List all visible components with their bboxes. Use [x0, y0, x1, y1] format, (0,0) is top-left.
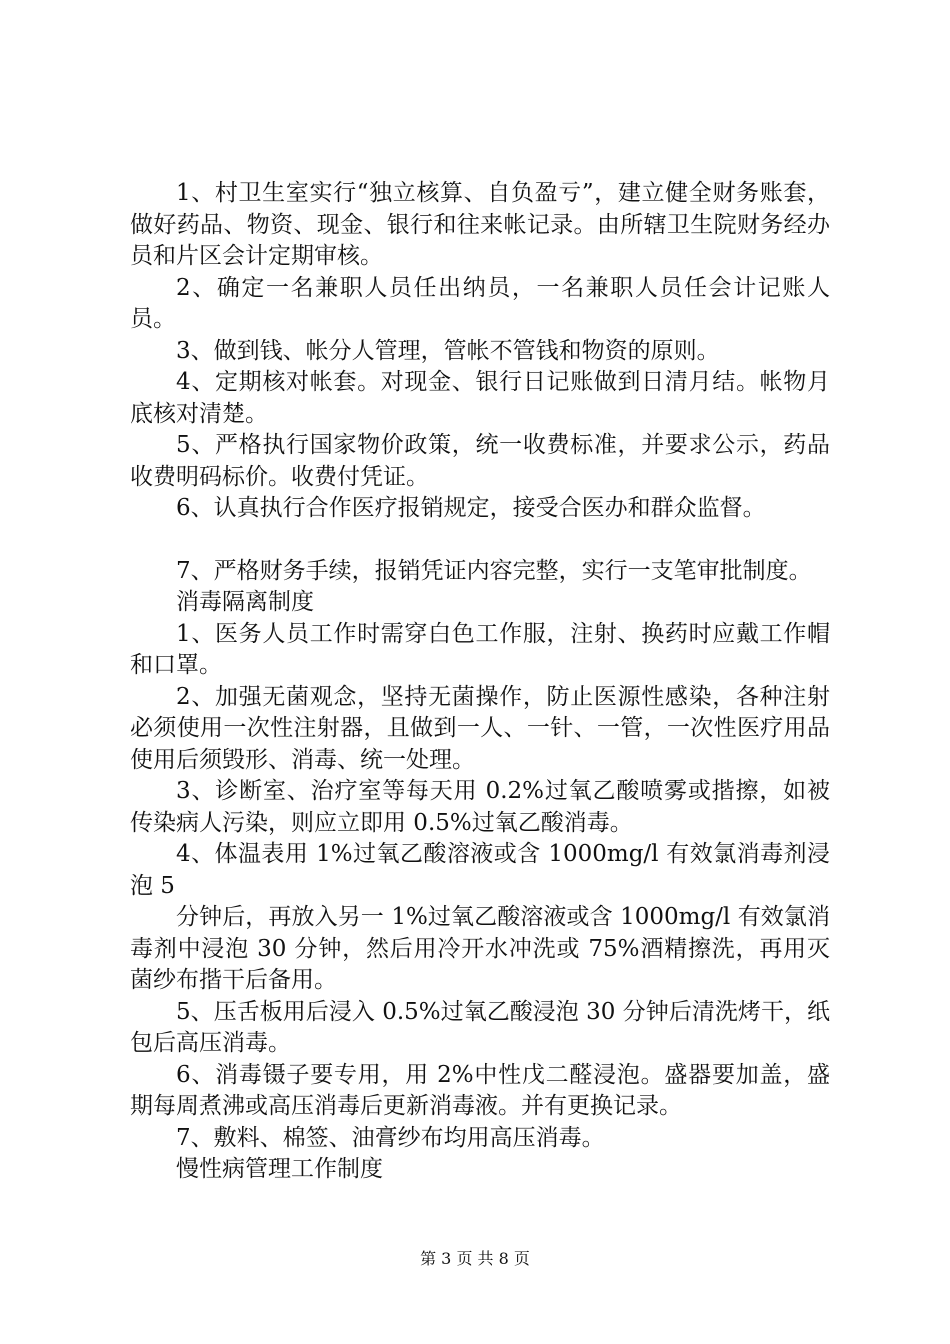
paragraph-finance-5: 5、严格执行国家物价政策，统一收费标准，并要求公示，药品收费明码标价。收费付凭证。	[130, 432, 830, 490]
paragraph-disinfection-4: 4、体温表用 1%过氧乙酸溶液或含 1000mg/l 有效氯消毒剂浸泡 5	[130, 841, 830, 899]
paragraph-disinfection-5: 5、压舌板用后浸入 0.5%过氧乙酸浸泡 30 分钟后清洗烤干，纸包后高压消毒。	[130, 998, 830, 1056]
section-heading-disinfection: 消毒隔离制度	[176, 589, 314, 615]
paragraph-finance-7: 7、严格财务手续，报销凭证内容完整，实行一支笔审批制度。	[176, 557, 812, 584]
paragraph-finance-6: 6、认真执行合作医疗报销规定，接受合医办和群众监督。	[176, 495, 766, 521]
paragraph-finance-2: 2、确定一名兼职人员任出纳员，一名兼职人员任会计记账人员。	[130, 274, 830, 332]
paragraph-finance-3: 3、做到钱、帐分人管理，管帐不管钱和物资的原则。	[176, 337, 720, 364]
paragraph-disinfection-4-cont: 分钟后，再放入另一 1%过氧乙酸溶液或含 1000mg/l 有效氯消毒剂中浸泡 30 分钟，然后用冷开水冲洗或 75%酒精擦洗，再用灭菌纱布揩干后备用。	[130, 904, 830, 993]
document-body	[130, 178, 830, 1186]
section-heading-chronic-disease: 慢性病管理工作制度	[176, 1156, 383, 1182]
page-number-footer: 第 3 页 共 8 页	[420, 1249, 530, 1268]
paragraph-disinfection-1: 1、医务人员工作时需穿白色工作服，注射、换药时应戴工作帽和口罩。	[130, 620, 830, 678]
paragraph-disinfection-7: 7、敷料、棉签、油膏纱布均用高压消毒。	[176, 1124, 605, 1151]
paragraph-disinfection-6: 6、消毒镊子要专用，用 2%中性戊二醛浸泡。盛器要加盖，盛期每周煮沸或高压消毒后更新消毒液。并有更换记录。	[130, 1061, 830, 1119]
paragraph-finance-1: 1、村卫生室实行“独立核算、自负盈亏”，建立健全财务账套，做好药品、物资、现金、银行和往来帐记录。由所辖卫生院财务经办员和片区会计定期审核。	[130, 180, 830, 269]
paragraph-finance-4: 4、定期核对帐套。对现金、银行日记账做到日清月结。帐物月底核对清楚。	[130, 369, 830, 427]
paragraph-disinfection-3: 3、诊断室、治疗室等每天用 0.2%过氧乙酸喷雾或揩擦，如被传染病人污染，则应立即用 0.5%过氧乙酸消毒。	[130, 778, 830, 836]
paragraph-disinfection-2: 2、加强无菌观念，坚持无菌操作，防止医源性感染，各种注射必须使用一次性注射器，且做到一人、一针、一管，一次性医疗用品使用后须毁形、消毒、统一处理。	[130, 683, 830, 773]
